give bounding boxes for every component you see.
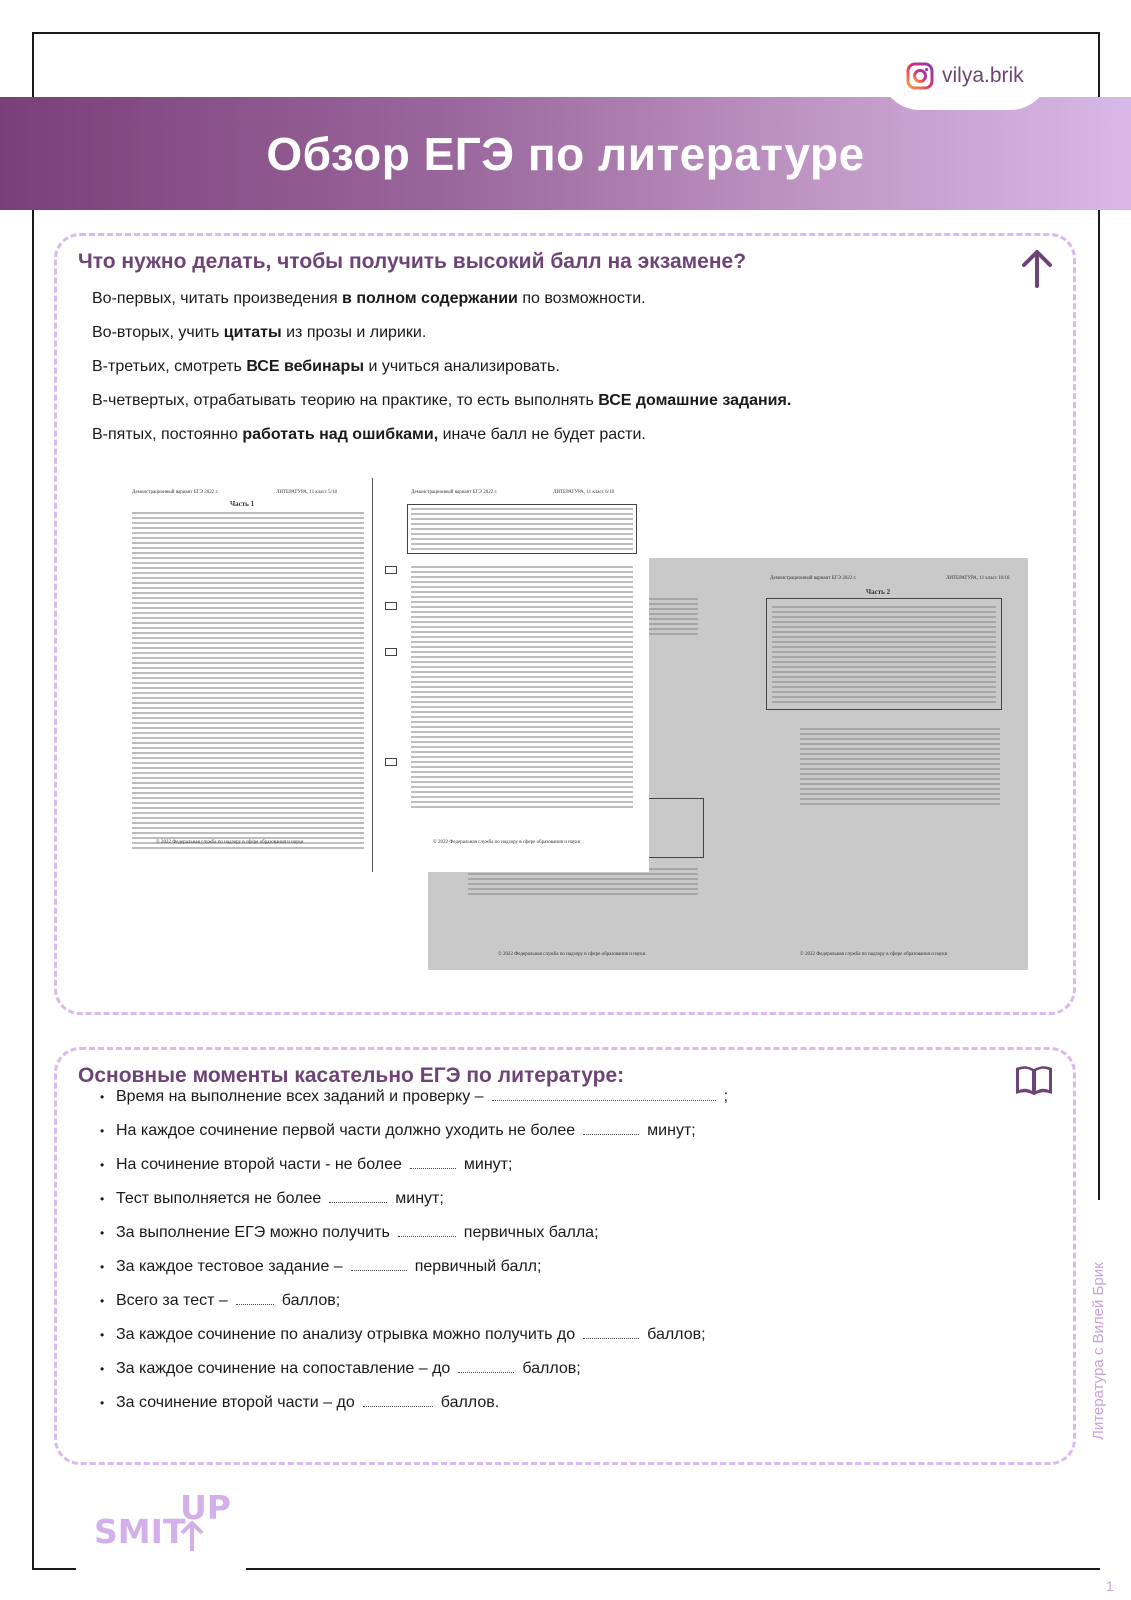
exam-page-image-1 — [126, 482, 372, 872]
key-point-item: • На каждое сочинение первой части должно уходить не более минут; — [100, 1122, 696, 1139]
exam-page-image-2 — [373, 482, 649, 872]
exam-page-footer: © 2022 Федеральная служба по надзору в сфере образования и науки — [498, 952, 646, 957]
frame-gap — [76, 1560, 246, 1580]
tip-item-4: В-четвертых, отрабатывать теорию на практике, то есть выполнять ВСЕ домашние задания. — [92, 392, 792, 409]
key-point-item: • Тест выполняется не более минут; — [100, 1190, 444, 1207]
tip-item-2: Во-вторых, учить цитаты из прозы и лирики. — [92, 324, 427, 341]
exam-page-header-right: ЛИТЕРАТУРА, 11 класс 6/18 — [553, 490, 615, 495]
fill-blank[interactable] — [583, 1326, 639, 1339]
side-caption: Литература с Вилей Брик — [1090, 1262, 1107, 1440]
open-book-icon — [1012, 1060, 1056, 1100]
key-point-item: • Время на выполнение всех заданий и проверку – ; — [100, 1088, 729, 1105]
exam-page-header-right: ЛИТЕРАТУРА, 11 класс 5/18 — [276, 490, 338, 495]
instagram-handle[interactable] — [906, 62, 1024, 90]
arrow-up-icon — [1020, 248, 1054, 288]
key-point-item: • За сочинение второй части – до баллов. — [100, 1394, 500, 1411]
logo-text-right: UP — [180, 1493, 231, 1527]
section-key-points-heading: Основные моменты касательно ЕГЭ по литературе: — [78, 1064, 625, 1087]
key-point-item: • За выполнение ЕГЭ можно получить первичных балла; — [100, 1224, 599, 1241]
fill-blank[interactable] — [458, 1360, 514, 1373]
fill-blank[interactable] — [410, 1156, 456, 1169]
exam-page-footer: © 2022 Федеральная служба по надзору в сфере образования и науки — [800, 952, 948, 957]
exam-page-header-right: ЛИТЕРАТУРА, 11 класс 10/18 — [946, 576, 1010, 581]
exam-page-footer: © 2022 Федеральная служба по надзору в сфере образования и науки — [433, 840, 581, 845]
logo-text-left: SMIT — [94, 1512, 186, 1551]
fill-blank[interactable] — [583, 1122, 639, 1135]
instagram-handle-text: vilya.brik — [942, 64, 1024, 87]
exam-page-header-left: Демонстрационный вариант ЕГЭ 2022 г. — [132, 490, 219, 495]
instagram-icon — [906, 62, 934, 90]
key-point-item: • За каждое тестовое задание – первичный балл; — [100, 1258, 542, 1275]
page-title: Обзор ЕГЭ по литературе — [266, 127, 865, 180]
frame-left-line — [32, 32, 34, 1570]
page-number: 1 — [1106, 1578, 1114, 1594]
key-point-item: • Всего за тест – баллов; — [100, 1292, 341, 1309]
frame-top-line — [32, 32, 1100, 34]
exam-part-title: Часть 1 — [230, 500, 255, 508]
fill-blank[interactable] — [398, 1224, 456, 1237]
tip-item-1: Во-первых, читать произведения в полном содержании по возможности. — [92, 290, 646, 307]
tip-item-5: В-пятых, постоянно работать над ошибками, иначе балл не будет расти. — [92, 426, 646, 443]
exam-page-header-left: Демонстрационный вариант ЕГЭ 2022 г. — [411, 490, 498, 495]
key-point-item: • За каждое сочинение по анализу отрывка можно получить до баллов; — [100, 1326, 706, 1343]
fill-blank[interactable] — [351, 1258, 407, 1271]
fill-blank[interactable] — [329, 1190, 387, 1203]
smitup-logo — [94, 1493, 244, 1553]
key-point-item: • За каждое сочинение на сопоставление – до баллов; — [100, 1360, 581, 1377]
fill-blank[interactable] — [492, 1088, 716, 1101]
exam-part-title: Часть 2 — [866, 588, 891, 596]
section-high-score-heading: Что нужно делать, чтобы получить высокий балл на экзамене? — [78, 250, 747, 273]
exam-page-header-left: Демонстрационный вариант ЕГЭ 2022 г. — [770, 576, 857, 581]
key-point-item: • На сочинение второй части - не более минут; — [100, 1156, 513, 1173]
fill-blank[interactable] — [363, 1394, 433, 1407]
fill-blank[interactable] — [236, 1292, 274, 1305]
tip-item-3: В-третьих, смотреть ВСЕ вебинары и учиться анализировать. — [92, 358, 560, 375]
exam-page-image-4 — [730, 558, 1028, 970]
exam-page-footer: © 2022 Федеральная служба по надзору в сфере образования и науки — [156, 840, 304, 845]
